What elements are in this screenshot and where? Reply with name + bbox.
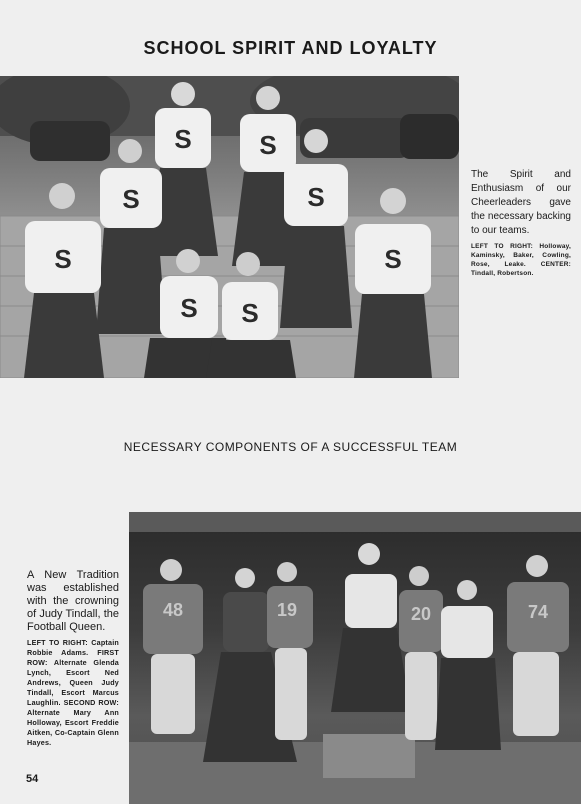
page-number: 54 <box>26 773 39 785</box>
football-queen-photo <box>129 512 581 804</box>
cheerleaders-photo <box>0 76 459 378</box>
sweater-letter: S <box>259 130 277 160</box>
car-left <box>30 121 110 161</box>
jersey-number: 48 <box>162 600 184 620</box>
football-queen-caption <box>27 569 119 748</box>
page-title: SCHOOL SPIRIT AND LOYALTY <box>143 38 438 58</box>
sweater-letter: S <box>384 244 402 274</box>
team-figures <box>143 543 569 762</box>
section-heading: NECESSARY COMPONENTS OF A SUCCESSFUL TEAM <box>123 440 458 454</box>
sweater-letter: S <box>122 184 140 214</box>
jersey-number: 74 <box>527 602 549 622</box>
cheerleaders-caption <box>471 168 571 278</box>
football-queen-caption-text: A New Tradition was established with the crowning of Judy Tindall, the Football Queen. <box>27 569 119 633</box>
jersey-number: 20 <box>410 604 432 624</box>
sweater-letter: S <box>241 298 259 328</box>
sweater-letter: S <box>54 244 72 274</box>
queen-platform <box>323 734 415 778</box>
cheerleaders-caption-text: The Spirit and Enthusiasm of our Cheerleaders gave the necessary backing to our teams. <box>471 169 571 236</box>
sweater-letter: S <box>180 293 198 323</box>
jersey-number: 19 <box>276 600 298 620</box>
sweater-letter: S <box>307 182 325 212</box>
sweater-letter: S <box>174 124 192 154</box>
football-queen-names: LEFT TO RIGHT: Captain Robbie Adams. FIRST ROW: Alternate Glenda Lynch, Escort Ned Andrews, Queen Judy Tindall, Escort Marcus Laughlin. SECOND ROW: Alternate Mary Ann Holloway, Escort Freddie Aitken, Co-Captain Glenn Hayes. <box>27 638 119 747</box>
cheerleaders-names: LEFT TO RIGHT: Holloway, Kaminsky, Baker, Cowling, Rose, Leake. CENTER: Tindall, Robertson. <box>471 243 571 277</box>
